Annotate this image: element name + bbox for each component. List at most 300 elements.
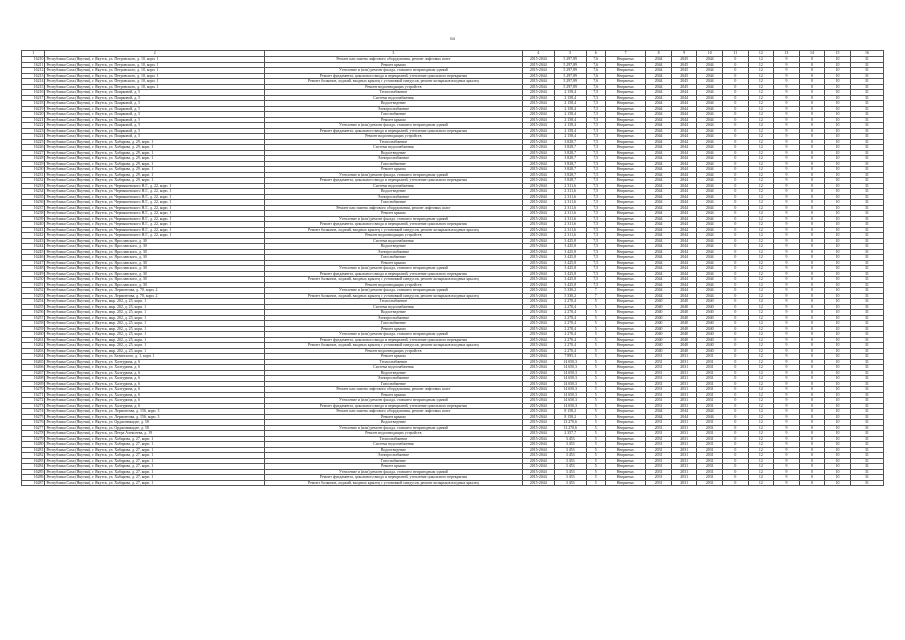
table-cell-col-9: 2044 [671, 260, 697, 266]
table-cell-col-4: 2015-2044 [522, 387, 554, 393]
table-cell-col-16: 31 [850, 392, 883, 398]
table-cell-col-5: 3 425,8 [554, 255, 586, 261]
table-cell-col-2: Республика Саха (Якутия), г. Якутск, ул. Орджоникидзе, д. 58 [45, 420, 264, 426]
table-cell-col-1: 16276 [22, 420, 45, 426]
table-cell-col-1: 16239 [22, 216, 45, 222]
table-cell-col-2: Республика Саха (Якутия), г. Якутск, ул. Ярославского, д. 30 [45, 255, 264, 261]
table-cell-col-16: 31 [850, 277, 883, 283]
table-cell-col-4: 2015-2044 [522, 299, 554, 305]
table-cell-col-14: 0 [799, 293, 825, 299]
table-cell-col-13: 9 [774, 321, 800, 327]
table-cell-col-14: 0 [799, 332, 825, 338]
table-cell-col-5: 2 270,4 [554, 326, 586, 332]
table-cell-col-12: 12 [748, 299, 774, 305]
table-cell-col-10: 2044 [697, 101, 723, 107]
table-cell-col-7: Неприемл. [605, 282, 645, 288]
table-cell-col-3: Система водоснабжения [264, 183, 522, 189]
table-cell-col-3: Теплоснабжение [264, 90, 522, 96]
table-cell-col-9: 2040 [671, 348, 697, 354]
table-cell-col-4: 2015-2044 [522, 161, 554, 167]
table-cell-col-14: 0 [799, 101, 825, 107]
table-cell-col-1: 16264 [22, 354, 45, 360]
table-cell-col-16: 31 [850, 90, 883, 96]
table-cell-col-8: 2031 [646, 354, 672, 360]
table-cell-col-10: 2040 [697, 332, 723, 338]
table-cell-col-10: 2031 [697, 365, 723, 371]
table-cell-col-4: 2015-2044 [522, 90, 554, 96]
table-cell-col-12: 12 [748, 117, 774, 123]
table-cell-col-6: 5 [586, 337, 605, 343]
table-cell-col-15: 10 [825, 480, 851, 486]
table-cell-col-4: 2015-2044 [522, 84, 554, 90]
table-cell-col-13: 9 [774, 233, 800, 239]
table-cell-col-5: 13 270,6 [554, 420, 586, 426]
table-cell-col-12: 12 [748, 282, 774, 288]
table-cell-col-16: 31 [850, 359, 883, 365]
table-cell-col-3: Ремонт крыши [264, 260, 522, 266]
table-cell-col-1: 16212 [22, 68, 45, 74]
table-cell-col-11: 0 [723, 431, 749, 437]
table-cell-col-1: 16273 [22, 403, 45, 409]
table-cell-col-5: 14 650,3 [554, 398, 586, 404]
table-cell-col-14: 0 [799, 139, 825, 145]
table-cell-col-6: 5 [586, 447, 605, 453]
table-cell-col-9: 2044 [671, 178, 697, 184]
table-cell-col-15: 10 [825, 447, 851, 453]
table-cell-col-14: 0 [799, 244, 825, 250]
table-cell-col-5: 3 453 [554, 453, 586, 459]
table-cell-col-3: Ремонт фундамента, цокольного ввода и перекрытий, утепление цокольного перекрытия [264, 403, 522, 409]
table-cell-col-4: 2015-2044 [522, 57, 554, 63]
table-cell-col-13: 9 [774, 431, 800, 437]
table-cell-col-3: Ремонт водоотводящих устройств [264, 348, 522, 354]
register-table-container [21, 50, 884, 486]
table-cell-col-7: Неприемл. [605, 436, 645, 442]
table-cell-col-5: 14 650,3 [554, 392, 586, 398]
table-cell-col-16: 31 [850, 414, 883, 420]
table-cell-col-5: 5 330,2 [554, 293, 586, 299]
table-cell-col-12: 12 [748, 475, 774, 481]
table-cell-col-9: 2044 [671, 277, 697, 283]
table-cell-col-6: 7,5 [586, 90, 605, 96]
table-cell-col-3: Ремонт фундамента, цокольного ввода и перекрытий, утепление цокольного перекрытия [264, 128, 522, 134]
table-cell-col-3: Электроснабжение [264, 376, 522, 382]
table-cell-col-3: Электроснабжение [264, 194, 522, 200]
table-cell-col-4: 2015-2044 [522, 337, 554, 343]
table-cell-col-15: 10 [825, 117, 851, 123]
table-cell-col-10: 2044 [697, 123, 723, 129]
table-cell-col-13: 9 [774, 101, 800, 107]
table-cell-col-13: 9 [774, 200, 800, 206]
table-cell-col-11: 0 [723, 95, 749, 101]
table-cell-col-12: 12 [748, 79, 774, 85]
table-cell-col-6: 5 [586, 442, 605, 448]
table-cell-col-14: 0 [799, 161, 825, 167]
table-cell-col-12: 12 [748, 134, 774, 140]
table-cell-col-3: Ремонт водоотводящих устройств [264, 134, 522, 140]
table-cell-col-8: 2044 [646, 183, 672, 189]
table-cell-col-12: 12 [748, 409, 774, 415]
table-cell-col-8: 2031 [646, 392, 672, 398]
table-cell-col-13: 9 [774, 244, 800, 250]
table-cell-col-4: 2015-2044 [522, 156, 554, 162]
table-cell-col-6: 7,5 [586, 277, 605, 283]
table-cell-col-7: Неприемл. [605, 277, 645, 283]
table-cell-col-10: 2044 [697, 194, 723, 200]
table-cell-col-8: 2044 [646, 84, 672, 90]
table-cell-col-11: 0 [723, 172, 749, 178]
table-cell-col-1: 16283 [22, 458, 45, 464]
table-cell-col-2: Республика Саха (Якутия), г. Якутск, ул. Петровского, д. 10, корп. 1 [45, 62, 264, 68]
table-cell-col-1: 16253 [22, 293, 45, 299]
table-cell-col-5: 2 270,4 [554, 321, 586, 327]
table-cell-col-6: 7,5 [586, 128, 605, 134]
table-cell-col-8: 2031 [646, 475, 672, 481]
table-cell-col-6: 5 [586, 420, 605, 426]
column-header-15: 15 [825, 51, 851, 57]
table-cell-col-5: 2 270,4 [554, 332, 586, 338]
table-cell-col-16: 31 [850, 409, 883, 415]
table-cell-col-5: 13 270,6 [554, 425, 586, 431]
table-cell-col-10: 2044 [697, 178, 723, 184]
table-cell-col-16: 31 [850, 95, 883, 101]
table-cell-col-16: 31 [850, 123, 883, 129]
table-cell-col-3: Ремонт фундамента, цокольного ввода и перекрытий, утепление цокольного перекрытия [264, 73, 522, 79]
table-cell-col-8: 2044 [646, 194, 672, 200]
table-cell-col-4: 2015-2044 [522, 172, 554, 178]
table-cell-col-3: Ремонт крыши [264, 211, 522, 217]
table-cell-col-5: 14 650,3 [554, 381, 586, 387]
table-cell-col-2: Республика Саха (Якутия), г. Якутск, ул. Хабарова, д. 29, корп. 1 [45, 150, 264, 156]
table-cell-col-15: 10 [825, 458, 851, 464]
table-cell-col-10: 2044 [697, 227, 723, 233]
table-cell-col-9: 2044 [671, 145, 697, 151]
table-cell-col-8: 2044 [646, 216, 672, 222]
table-cell-col-15: 10 [825, 398, 851, 404]
table-cell-col-13: 9 [774, 205, 800, 211]
table-cell-col-12: 12 [748, 222, 774, 228]
table-cell-col-3: Система водоснабжения [264, 442, 522, 448]
table-cell-col-10: 2031 [697, 431, 723, 437]
table-cell-col-2: Республика Саха (Якутия), г. Якутск, ул. Орджоникидзе, д. 58 [45, 425, 264, 431]
table-cell-col-1: 16238 [22, 211, 45, 217]
table-cell-col-3: Ремонт крыши [264, 167, 522, 173]
table-cell-col-6: 5 [586, 343, 605, 349]
table-cell-col-1: 16282 [22, 453, 45, 459]
table-cell-col-2: Республика Саха (Якутия), г. Якутск, ул. Лермонтова, д. 70, корп. 2 [45, 288, 264, 294]
table-cell-col-1: 16258 [22, 321, 45, 327]
table-cell-col-5: 2 158,4 [554, 101, 586, 107]
table-cell-col-14: 0 [799, 299, 825, 305]
table-cell-col-3: Ремонт фундамента, цокольного ввода и перекрытий, утепление цокольного перекрытия [264, 178, 522, 184]
table-cell-col-7: Неприемл. [605, 359, 645, 365]
table-cell-col-10: 2044 [697, 73, 723, 79]
table-cell-col-5: 2 270,4 [554, 299, 586, 305]
column-header-10: 10 [697, 51, 723, 57]
table-cell-col-13: 9 [774, 469, 800, 475]
table-cell-col-1: 16284 [22, 464, 45, 470]
table-cell-col-3: Ремонт крыши [264, 354, 522, 360]
table-cell-col-2: Республика Саха (Якутия), г. Якутск, ул. Петровского, д. 10, корп. 1 [45, 73, 264, 79]
table-cell-col-12: 12 [748, 249, 774, 255]
table-cell-col-10: 2040 [697, 337, 723, 343]
table-cell-col-10: 2044 [697, 150, 723, 156]
table-cell-col-1: 16271 [22, 392, 45, 398]
table-cell-col-5: 3 425,8 [554, 277, 586, 283]
table-cell-col-15: 10 [825, 475, 851, 481]
table-cell-col-7: Неприемл. [605, 469, 645, 475]
table-cell-col-8: 2031 [646, 425, 672, 431]
table-cell-col-12: 12 [748, 381, 774, 387]
table-cell-col-1: 16219 [22, 106, 45, 112]
table-cell-col-10: 2044 [697, 95, 723, 101]
table-cell-col-11: 0 [723, 156, 749, 162]
table-cell-col-4: 2015-2044 [522, 79, 554, 85]
table-cell-col-10: 2044 [697, 288, 723, 294]
table-cell-col-6: 5 [586, 321, 605, 327]
table-cell-col-2: Республика Саха (Якутия), г. Якутск, ул. Лермонтова, д. 70, корп. 2 [45, 293, 264, 299]
table-cell-col-4: 2015-2044 [522, 425, 554, 431]
table-cell-col-13: 9 [774, 117, 800, 123]
table-cell-col-7: Неприемл. [605, 266, 645, 272]
table-cell-col-16: 31 [850, 62, 883, 68]
table-cell-col-9: 2045 [671, 79, 697, 85]
table-cell-col-9: 2031 [671, 480, 697, 486]
table-cell-col-2: Республика Саха (Якутия), г. Якутск, мкр. 202, д. 25, корп. 1 [45, 310, 264, 316]
table-cell-col-1: 16228 [22, 156, 45, 162]
table-cell-col-14: 0 [799, 469, 825, 475]
table-cell-col-13: 9 [774, 90, 800, 96]
table-cell-col-2: Республика Саха (Якутия), г. Якутск, мкр. 202, д. 25, корп. 1 [45, 321, 264, 327]
table-cell-col-1: 16216 [22, 90, 45, 96]
table-cell-col-6: 7,6 [586, 62, 605, 68]
table-cell-col-8: 2044 [646, 233, 672, 239]
table-cell-col-11: 0 [723, 288, 749, 294]
table-cell-col-3: Ремонт или замена лифтового оборудования, ремонт лифтовых шахт [264, 387, 522, 393]
table-cell-col-10: 2040 [697, 304, 723, 310]
table-cell-col-16: 31 [850, 79, 883, 85]
table-cell-col-14: 0 [799, 260, 825, 266]
table-cell-col-9: 2031 [671, 359, 697, 365]
table-cell-col-6: 5 [586, 370, 605, 376]
table-cell-col-16: 31 [850, 117, 883, 123]
table-cell-col-5: 8 158,2 [554, 409, 586, 415]
table-cell-col-3: Ремонт балконов, лоджий, входных крылец с установкой пандусов, ремонт козырьков входных крылец [264, 79, 522, 85]
table-cell-col-4: 2015-2044 [522, 260, 554, 266]
table-cell-col-6: 7,5 [586, 183, 605, 189]
table-cell-col-5: 3 425,8 [554, 249, 586, 255]
table-cell-col-11: 0 [723, 128, 749, 134]
table-cell-col-11: 0 [723, 277, 749, 283]
table-cell-col-11: 0 [723, 150, 749, 156]
table-cell-col-4: 2015-2044 [522, 62, 554, 68]
table-cell-col-15: 10 [825, 321, 851, 327]
table-cell-col-2: Республика Саха (Якутия), г. Якутск, ул. Петровского, д. 10, корп. 1 [45, 84, 264, 90]
table-cell-col-10: 2044 [697, 260, 723, 266]
table-cell-col-11: 0 [723, 299, 749, 305]
table-cell-col-16: 31 [850, 381, 883, 387]
table-cell-col-13: 9 [774, 409, 800, 415]
table-cell-col-6: 7,6 [586, 68, 605, 74]
table-cell-col-2: Республика Саха (Якутия), г. Якутск, ул. Хабарова, д. 27, корп. 1 [45, 442, 264, 448]
table-cell-col-2: Республика Саха (Якутия), г. Якутск, ул. Хабарова, д. 29, корп. 1 [45, 167, 264, 173]
table-cell-col-1: 16249 [22, 271, 45, 277]
table-cell-col-4: 2015-2044 [522, 244, 554, 250]
table-cell-col-2: Республика Саха (Якутия), г. Якутск, ул. Хабарова, д. 29, корп. 1 [45, 139, 264, 145]
table-cell-col-1: 16268 [22, 376, 45, 382]
table-cell-col-12: 12 [748, 442, 774, 448]
table-cell-col-12: 12 [748, 277, 774, 283]
table-cell-col-8: 2040 [646, 326, 672, 332]
table-cell-col-3: Водоотведение [264, 420, 522, 426]
table-cell-col-3: Утепление и (или) ремонт фасада, ставшего непригодным зданий [264, 172, 522, 178]
table-cell-col-4: 2015-2044 [522, 354, 554, 360]
table-cell-col-9: 2031 [671, 392, 697, 398]
table-cell-col-4: 2015-2044 [522, 101, 554, 107]
table-cell-col-9: 2031 [671, 431, 697, 437]
table-cell-col-7: Неприемл. [605, 244, 645, 250]
table-cell-col-11: 0 [723, 101, 749, 107]
table-cell-col-16: 31 [850, 436, 883, 442]
table-cell-col-5: 3 453 [554, 442, 586, 448]
table-cell-col-13: 9 [774, 480, 800, 486]
table-cell-col-1: 16281 [22, 447, 45, 453]
table-cell-col-7: Неприемл. [605, 222, 645, 228]
table-cell-col-6: 5 [586, 475, 605, 481]
table-cell-col-6: 5 [586, 326, 605, 332]
table-cell-col-11: 0 [723, 249, 749, 255]
table-cell-col-1: 16287 [22, 480, 45, 486]
table-cell-col-2: Республика Саха (Якутия), г. Якутск, ул. Поярковой, д. 5 [45, 90, 264, 96]
table-cell-col-6: 7,5 [586, 95, 605, 101]
table-cell-col-5: 5 297,89 [554, 68, 586, 74]
table-cell-col-2: Республика Саха (Якутия), г. Якутск, ул. Петра Алексеева, д. 19 [45, 431, 264, 437]
table-cell-col-6: 5 [586, 403, 605, 409]
table-cell-col-5: 3 453 [554, 458, 586, 464]
table-cell-col-2: Республика Саха (Якутия), г. Якутск, ул. Чернышевского Н.Г., д. 22, корп. 1 [45, 205, 264, 211]
table-cell-col-6: 5 [586, 464, 605, 470]
table-cell-col-15: 10 [825, 464, 851, 470]
table-cell-col-11: 0 [723, 266, 749, 272]
table-cell-col-12: 12 [748, 354, 774, 360]
table-cell-col-7: Неприемл. [605, 310, 645, 316]
table-cell-col-9: 2031 [671, 403, 697, 409]
table-cell-col-2: Республика Саха (Якутия), г. Якутск, ул. Ярославского, д. 30 [45, 260, 264, 266]
table-cell-col-12: 12 [748, 73, 774, 79]
table-cell-col-10: 2044 [697, 117, 723, 123]
table-cell-col-10: 2031 [697, 447, 723, 453]
table-cell-col-10: 2044 [697, 249, 723, 255]
table-cell-col-12: 12 [748, 447, 774, 453]
table-cell-col-12: 12 [748, 106, 774, 112]
table-cell-col-2: Республика Саха (Якутия), г. Якутск, ул. Хабарова, д. 29, корп. 1 [45, 178, 264, 184]
table-cell-col-8: 2031 [646, 370, 672, 376]
table-cell-col-16: 31 [850, 172, 883, 178]
table-cell-col-13: 9 [774, 337, 800, 343]
table-cell-col-10: 2044 [697, 414, 723, 420]
table-cell-col-3: Водоотведение [264, 244, 522, 250]
table-cell-col-10: 2031 [697, 458, 723, 464]
table-cell-col-8: 2044 [646, 90, 672, 96]
table-cell-col-7: Неприемл. [605, 348, 645, 354]
table-cell-col-8: 2031 [646, 398, 672, 404]
table-cell-col-14: 0 [799, 409, 825, 415]
table-cell-col-15: 10 [825, 57, 851, 63]
table-cell-col-6: 7,5 [586, 161, 605, 167]
table-cell-col-12: 12 [748, 255, 774, 261]
table-cell-col-2: Республика Саха (Якутия), г. Якутск, ул. Чернышевского Н.Г., д. 22, корп. 1 [45, 216, 264, 222]
table-cell-col-16: 31 [850, 282, 883, 288]
table-cell-col-9: 2031 [671, 469, 697, 475]
table-cell-col-10: 2044 [697, 244, 723, 250]
table-cell-col-12: 12 [748, 123, 774, 129]
table-cell-col-3: Теплоснабжение [264, 359, 522, 365]
table-cell-col-6: 5 [586, 436, 605, 442]
table-cell-col-11: 0 [723, 139, 749, 145]
table-cell-col-16: 31 [850, 442, 883, 448]
table-cell-col-3: Ремонт фундамента, цокольного ввода и перекрытий, утепление цокольного перекрытия [264, 222, 522, 228]
table-cell-col-16: 31 [850, 161, 883, 167]
table-cell-col-1: 16278 [22, 431, 45, 437]
table-cell-col-3: Ремонт балконов, лоджий, входных крылец с установкой пандусов, ремонт козырьков входных крылец [264, 293, 522, 299]
table-cell-col-7: Неприемл. [605, 315, 645, 321]
table-cell-col-4: 2015-2044 [522, 238, 554, 244]
table-cell-col-10: 2040 [697, 310, 723, 316]
table-cell-col-6: 7,5 [586, 178, 605, 184]
table-cell-col-12: 12 [748, 194, 774, 200]
table-cell-col-16: 31 [850, 376, 883, 382]
table-cell-col-2: Республика Саха (Якутия), г. Якутск, ул. Хабарова, д. 29, корп. 1 [45, 161, 264, 167]
table-cell-col-15: 10 [825, 365, 851, 371]
table-cell-col-14: 0 [799, 117, 825, 123]
table-cell-col-8: 2044 [646, 128, 672, 134]
table-cell-col-8: 2044 [646, 79, 672, 85]
table-cell-col-12: 12 [748, 90, 774, 96]
table-cell-col-1: 16279 [22, 436, 45, 442]
table-cell-col-12: 12 [748, 326, 774, 332]
table-cell-col-11: 0 [723, 183, 749, 189]
table-cell-col-14: 0 [799, 233, 825, 239]
table-cell-col-3: Ремонт водоотводящих устройств [264, 84, 522, 90]
table-cell-col-7: Неприемл. [605, 304, 645, 310]
table-cell-col-2: Республика Саха (Якутия), г. Якутск, ул. Петровского, д. 10, корп. 1 [45, 79, 264, 85]
table-cell-col-16: 31 [850, 249, 883, 255]
table-cell-col-13: 9 [774, 167, 800, 173]
column-header-16: 16 [850, 51, 883, 57]
table-cell-col-4: 2015-2044 [522, 403, 554, 409]
table-cell-col-1: 16265 [22, 359, 45, 365]
table-cell-col-4: 2015-2044 [522, 458, 554, 464]
table-cell-col-16: 31 [850, 420, 883, 426]
table-cell-col-12: 12 [748, 343, 774, 349]
table-cell-col-13: 9 [774, 343, 800, 349]
table-cell-col-7: Неприемл. [605, 365, 645, 371]
table-cell-col-5: 2 311,6 [554, 205, 586, 211]
table-cell-col-6: 7,5 [586, 101, 605, 107]
table-cell-col-5: 2 158,4 [554, 123, 586, 129]
table-cell-col-3: Ремонт крыши [264, 464, 522, 470]
table-cell-col-14: 0 [799, 414, 825, 420]
table-cell-col-2: Республика Саха (Якутия), г. Якутск, ул. Халтурина, д. 6 [45, 359, 264, 365]
table-cell-col-12: 12 [748, 398, 774, 404]
table-cell-col-13: 9 [774, 381, 800, 387]
table-cell-col-16: 31 [850, 403, 883, 409]
column-header-7: 7 [605, 51, 645, 57]
table-cell-col-1: 16220 [22, 112, 45, 118]
table-cell-col-16: 31 [850, 183, 883, 189]
table-cell-col-15: 10 [825, 310, 851, 316]
table-cell-col-14: 0 [799, 95, 825, 101]
